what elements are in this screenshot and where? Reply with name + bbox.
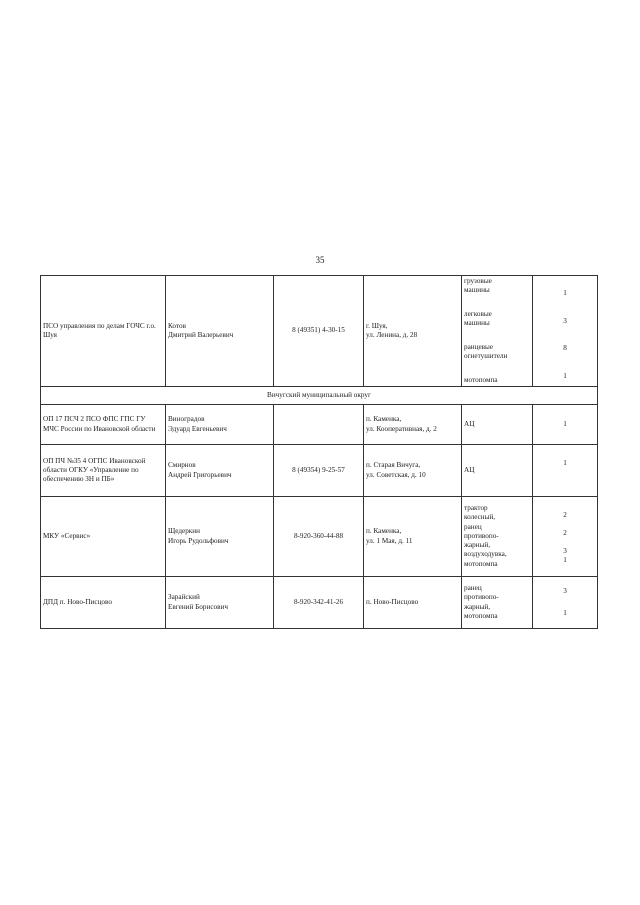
quantity: 2 bbox=[563, 510, 567, 519]
address: п. Каменка, ул. Кооперативная, д. 2 bbox=[364, 405, 462, 445]
equipment-item: мотопомпа bbox=[464, 611, 498, 620]
org-name: ПСО управления по делам ГОЧС г.о. Шуя bbox=[41, 276, 166, 387]
equipment-item: ранец противопо-жарный, bbox=[464, 522, 499, 550]
quantity: 1 bbox=[563, 608, 567, 617]
phone: 8 (49354) 9-25-57 bbox=[274, 445, 364, 497]
equipment-item: ранец противопо-жарный, bbox=[464, 584, 499, 611]
table-row bbox=[41, 445, 598, 497]
equipment-item: трактор колесный, bbox=[464, 504, 496, 522]
address: г. Шуя, ул. Ленина, д. 28 bbox=[364, 276, 462, 387]
phone bbox=[274, 405, 364, 445]
equipment-item: ранцевые огнетушители bbox=[464, 342, 508, 361]
page-number: 35 bbox=[315, 255, 325, 265]
quantity: 3 bbox=[563, 547, 567, 555]
address: п. Старая Вичуга, ул. Советская, д. 10 bbox=[364, 445, 462, 497]
equipment-item: воздуходувка, bbox=[464, 550, 507, 559]
org-name: ОП ПЧ №35 4 ОГПС Ивановской области ОГКУ «Управление по обеспечению ЗН и ПБ» bbox=[41, 445, 166, 497]
quantity: 1 bbox=[563, 556, 567, 565]
equipment-list bbox=[462, 577, 533, 629]
quantity: 3 bbox=[563, 316, 567, 325]
org-name: ОП 17 ПСЧ 2 ПСО ФПС ГПС ГУ МЧС России по Ивановской области bbox=[41, 405, 166, 445]
quantity: 1 bbox=[563, 371, 567, 380]
phone: 8 (49351) 4-30-15 bbox=[274, 276, 364, 387]
quantity-list bbox=[533, 577, 598, 629]
equipment-item: мотопомпа bbox=[464, 375, 498, 384]
quantity-list bbox=[533, 276, 598, 387]
section-title: Вичугский муниципальный округ bbox=[41, 387, 598, 405]
head-name: Зарайский Евгений Борисович bbox=[166, 577, 274, 629]
quantity: 1 bbox=[563, 289, 567, 297]
quantity: 8 bbox=[563, 344, 567, 353]
address: п. Каменка, ул. 1 Мая, д. 11 bbox=[364, 497, 462, 577]
org-name: МКУ «Сервис» bbox=[41, 497, 166, 577]
quantity: 3 bbox=[563, 587, 567, 596]
equipment-list bbox=[462, 276, 533, 387]
head-name: Щедеркин Игорь Рудольфович bbox=[166, 497, 274, 577]
table-row bbox=[41, 497, 598, 577]
equipment-item: АЦ bbox=[462, 405, 533, 445]
org-name: ДПД п. Ново-Писцово bbox=[41, 577, 166, 629]
quantity-list bbox=[533, 497, 598, 577]
equipment-list bbox=[462, 497, 533, 577]
equipment-item: мотопомпа bbox=[464, 559, 498, 568]
equipment-item: легковые машины bbox=[464, 309, 492, 328]
equipment-item: грузовые машины bbox=[464, 277, 492, 295]
section-row bbox=[41, 387, 598, 405]
quantity: 2 bbox=[563, 528, 567, 537]
phone: 8-920-360-44-88 bbox=[274, 497, 364, 577]
head-name: Виноградов Эдуард Евгеньевич bbox=[166, 405, 274, 445]
quantity: 1 bbox=[533, 445, 598, 497]
equipment-item: АЦ bbox=[462, 445, 533, 497]
table-row bbox=[41, 276, 598, 387]
address: п. Ново-Писцово bbox=[364, 577, 462, 629]
head-name: Смирнов Андрей Григорьевич bbox=[166, 445, 274, 497]
table-row bbox=[41, 577, 598, 629]
head-name: Котов Дмитрий Валерьевич bbox=[166, 276, 274, 387]
quantity: 1 bbox=[533, 405, 598, 445]
table-row bbox=[41, 405, 598, 445]
phone: 8-920-342-41-26 bbox=[274, 577, 364, 629]
resources-table bbox=[40, 275, 598, 629]
